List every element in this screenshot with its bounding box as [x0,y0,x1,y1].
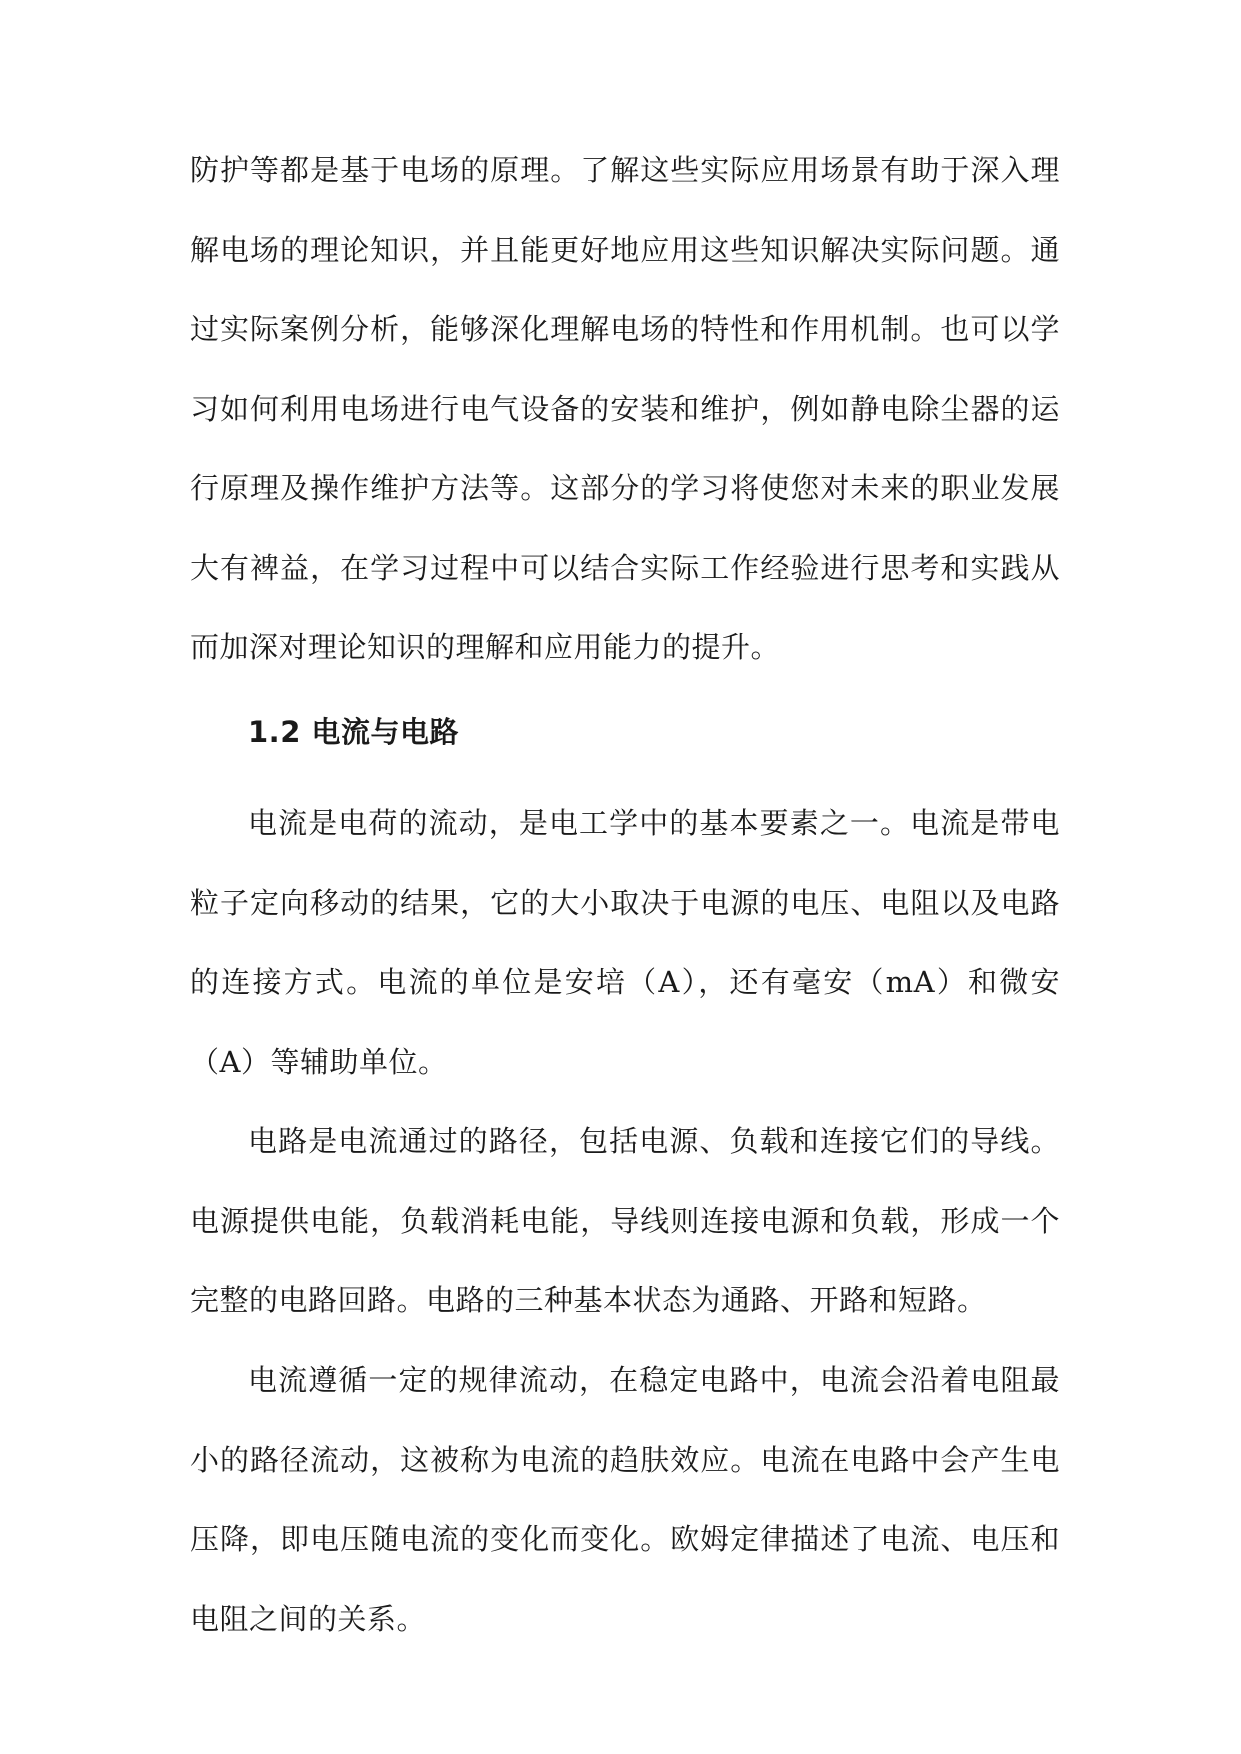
body-paragraph: 电流遵循一定的规律流动，在稳定电路中，电流会沿着电阻最小的路径流动，这被称为电流的趋肤效应。电流在电路中会产生电压降，即电压随电流的变化而变化。欧姆定律描述了电流、电压和电阻之间的关系。 [190,1363,1060,1636]
body-paragraph: 电路是电流通过的路径，包括电源、负载和连接它们的导线。电源提供电能，负载消耗电能，导线则连接电源和负载，形成一个完整的电路回路。电路的三种基本状态为通路、开路和短路。 [190,1124,1060,1317]
section-heading: 1.2 电流与电路 [248,715,459,749]
body-paragraph: 防护等都是基于电场的原理。了解这些实际应用场景有助于深入理解电场的理论知识，并且能更好地应用这些知识解决实际问题。通过实际案例分析，能够深化理解电场的特性和作用机制。也可以学习如何利用电场进行电气设备的安装和维护，例如静电除尘器的运行原理及操作维护方法等。这部分的学习将使您对未来的职业发展大有裨益，在学习过程中可以结合实际工作经验进行思考和实践从而加深对理论知识的理解和应用能力的提升。 [190,153,1060,664]
body-paragraph: 电流是电荷的流动，是电工学中的基本要素之一。电流是带电粒子定向移动的结果，它的大小取决于电源的电压、电阻以及电路的连接方式。电流的单位是安培（A），还有毫安（mA）和微安（A）等辅助单位。 [190,806,1060,1079]
